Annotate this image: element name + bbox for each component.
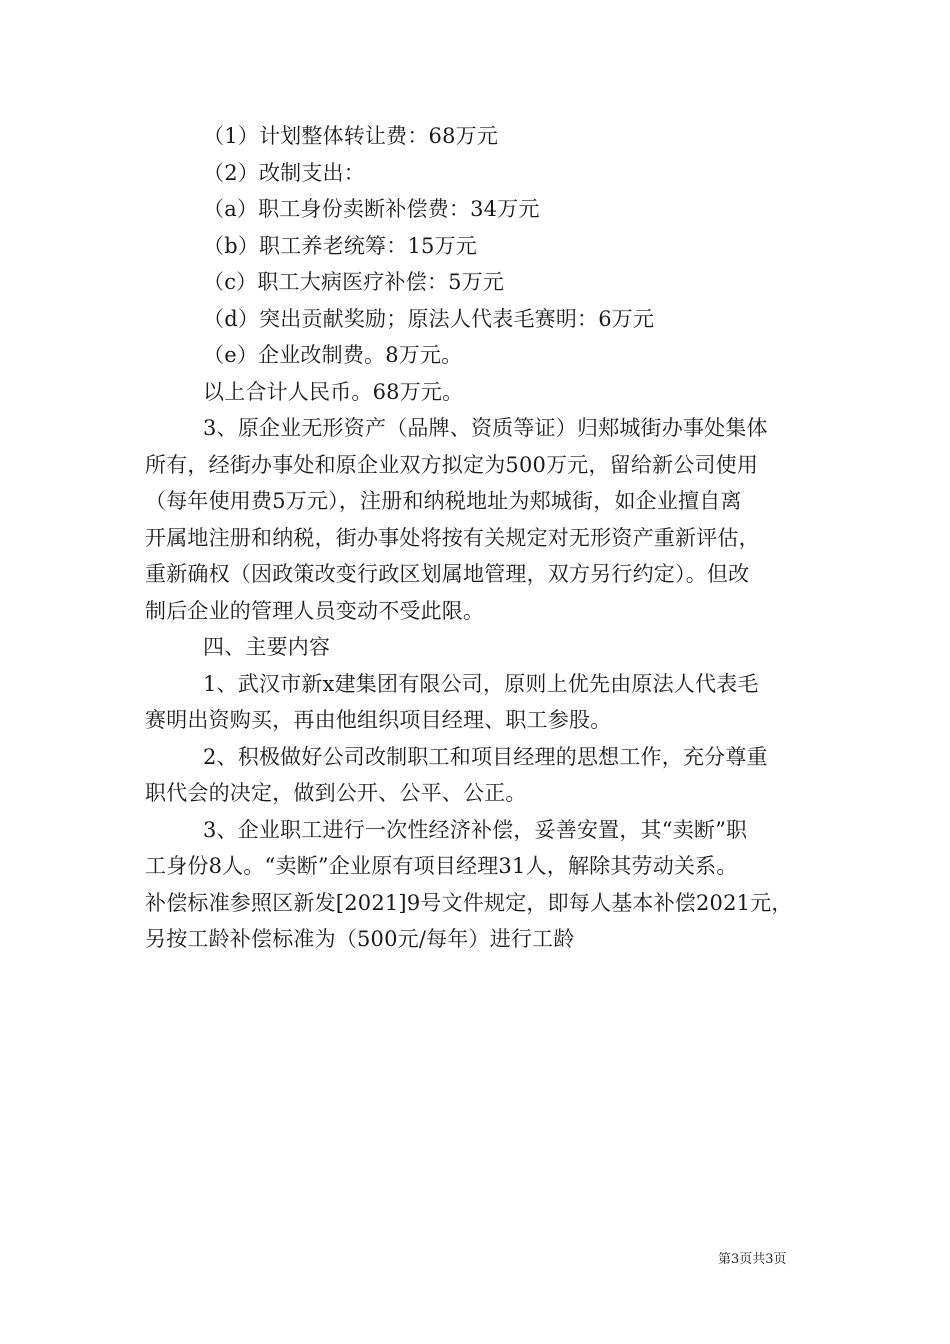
line-transfer-fee: （1）计划整体转让费：68万元 [203,124,499,148]
paragraph-item-3: 3、企业职工进行一次性经济补偿，妥善安置，其“卖断”职 工身份8人。“卖断”企业原有项目经理31人，解除其劳动关系。 补偿标准参照区新发[2021]9号文件规定，即每人基本补偿2021元， 另按工龄补偿标准为（500元/每年）进行工龄 [145,817,793,951]
line-item-e: （e）企业改制费。8万元。 [203,343,463,367]
line-total: 以上合计人民币。68万元。 [203,379,464,404]
section-heading-main-content: 四、主要内容 [203,635,331,659]
paragraph-intangible-assets: 3、原企业无形资产（品牌、资质等证）归郏城街办事处集体 所有，经街办事处和原企业双方拟定为500万元，留给新公司使用 （每年使用费5万元），注册和纳税地址为郏城街，如企业擅自离 开属地注册和纳税，街办事处将按有关规定对无形资产重新评估， 重新确权（因政策改变行政区划属地管理，双方另行约定）。但改 制后企业的管理人员变动不受此限。 [145,416,768,623]
paragraph-item-1: 1、武汉市新x建集团有限公司，原则上优先由原法人代表毛 赛明出资购买，再由他组织项目经理、职工参股。 [145,671,759,732]
line-item-c: （c）职工大病医疗补偿：5万元 [203,270,505,294]
page-number-footer: 第3页共3页 [718,1252,787,1267]
line-restructure-expenses: （2）改制支出： [203,160,365,185]
document-body [145,118,805,958]
line-item-b: （b）职工养老统筹：15万元 [203,233,477,258]
line-item-a: （a）职工身份卖断补偿费：34万元 [203,197,540,221]
paragraph-item-2: 2、积极做好公司改制职工和项目经理的思想工作，充分尊重 职代会的决定，做到公开、公平、公正。 [145,744,768,805]
line-item-d: （d）突出贡献奖励；原法人代表毛赛明：6万元 [203,306,655,331]
